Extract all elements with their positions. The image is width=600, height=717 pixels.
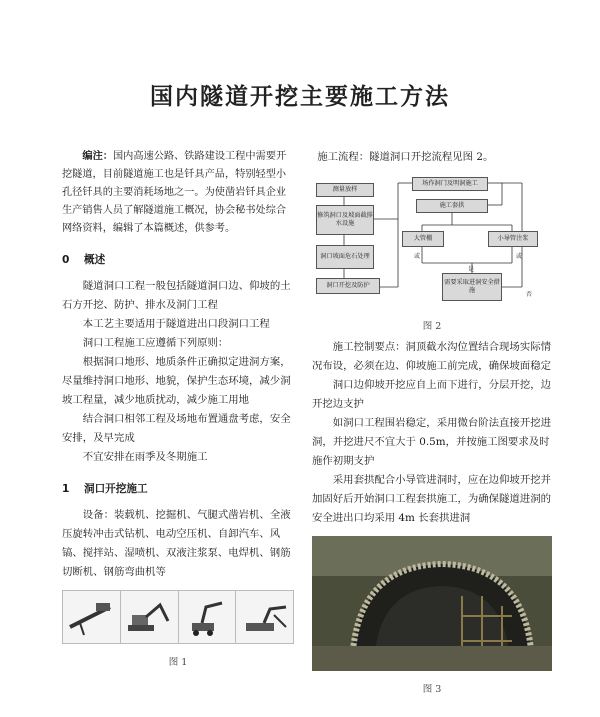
flow-box-drainage: 修筑洞口及坡面截排水设施 [316, 205, 374, 235]
section-1-heading [62, 481, 294, 496]
flow-box-survey: 测量放样 [316, 183, 374, 197]
flow-box-safety-measures: 需要采取进洞安全措施 [442, 273, 502, 301]
paragraph: 本工艺主要适用于隧道进出口段洞口工程 [82, 318, 270, 330]
flow-box-pipe-shed: 大管棚 [402, 231, 444, 247]
figure-1-images [62, 590, 294, 644]
figure-2-caption: 图 2 [422, 321, 442, 332]
figure-3-caption: 图 3 [422, 684, 442, 695]
paragraph: 不宜安排在雨季及冬期施工 [82, 451, 208, 463]
section-0-heading [62, 252, 294, 267]
editor-note-label: 编注： [82, 151, 113, 162]
paragraph: 如洞口工程围岩稳定，采用微台阶法直接开挖进洞，并挖进尺不宜大于 0.5m，并按施工图要求及时施作初期支护 [312, 417, 551, 467]
drill-rig-image [236, 591, 293, 643]
figure-2-flowchart [312, 175, 552, 310]
paragraph: 施工控制要点：洞顶截水沟位置结合现场实际情况布设，必须在边、仰坡施工前完成，确保坡面稳定 [312, 341, 551, 372]
equipment-list: 设备：装载机、挖掘机、气腿式凿岩机、全液压旋转冲击式钻机、电动空压机、自卸汽车、风镐、搅拌站、湿喷机、双液注浆泵、电焊机、钢筋切断机、钢筋弯曲机等 [62, 509, 291, 578]
flow-label-or: 或 [414, 253, 421, 260]
paragraph: 洞口工程施工应遵循下列原则： [82, 337, 229, 349]
editor-note [62, 148, 294, 238]
flow-box-grouting: 小导管注浆 [488, 231, 538, 247]
excavator-image [121, 591, 179, 643]
paragraph: 洞口边仰坡开挖应自上而下进行，分层开挖，边开挖边支护 [312, 379, 551, 410]
section-0-number: 0 [62, 254, 70, 266]
paragraph: 结合洞口相邻工程及场地布置通盘考虑，安全安排，及早完成 [62, 413, 291, 444]
figure-3-tunnel-photo [312, 536, 552, 671]
section-1-title: 洞口开挖施工 [84, 483, 148, 495]
rock-drill-image [63, 591, 121, 643]
flow-box-sleeve-arch: 施工套拱 [416, 199, 488, 213]
flow-box-slope-treatment: 洞口坡面危石处理 [316, 245, 374, 269]
figure-1-caption: 图 1 [168, 657, 188, 668]
flow-box-excavation: 洞口开挖及防护 [316, 278, 380, 294]
right-column [312, 148, 552, 695]
section-1-number: 1 [62, 483, 70, 495]
flow-label-no: 否 [526, 291, 533, 298]
process-intro: 施工流程：隧道洞口开挖流程见图 2。 [317, 151, 494, 163]
jumbo-drill-image [179, 591, 237, 643]
left-column [62, 148, 294, 668]
flow-box-portal-construction: 场作洞门及明洞施工 [412, 177, 488, 191]
editor-note-text: 国内高速公路、铁路建设工程中需要开挖隧道，目前隧道施工也是钎具产品，特别轻型小孔径钎具的主要消耗场地之一。为使凿岩钎具企业生产销售人员了解隧道施工概况，协会秘书处综合网络资料，编辑了本篇概述，供参考。 [62, 151, 287, 234]
section-0-title: 概述 [84, 254, 106, 266]
paragraph: 采用套拱配合小导管进洞时，应在边仰坡开挖并加固好后开始洞口工程套拱施工，为确保隧道进洞的安全进出口均采用 4m 长套拱进洞 [312, 474, 551, 524]
paragraph: 根据洞口地形、地质条件正确拟定进洞方案，尽量维持洞口地形、地貌，保护生态环境，减少洞坡工程量，减少地质扰动，减少施工用地 [62, 356, 291, 406]
article-title: 国内隧道开挖主要施工方法 [150, 84, 450, 110]
flow-label-yes: 是 [468, 266, 475, 273]
flow-label-or: 或 [516, 253, 523, 260]
paragraph: 隧道洞口工程一般包括隧道洞口边、仰坡的土石方开挖、防护、排水及洞门工程 [62, 280, 291, 311]
